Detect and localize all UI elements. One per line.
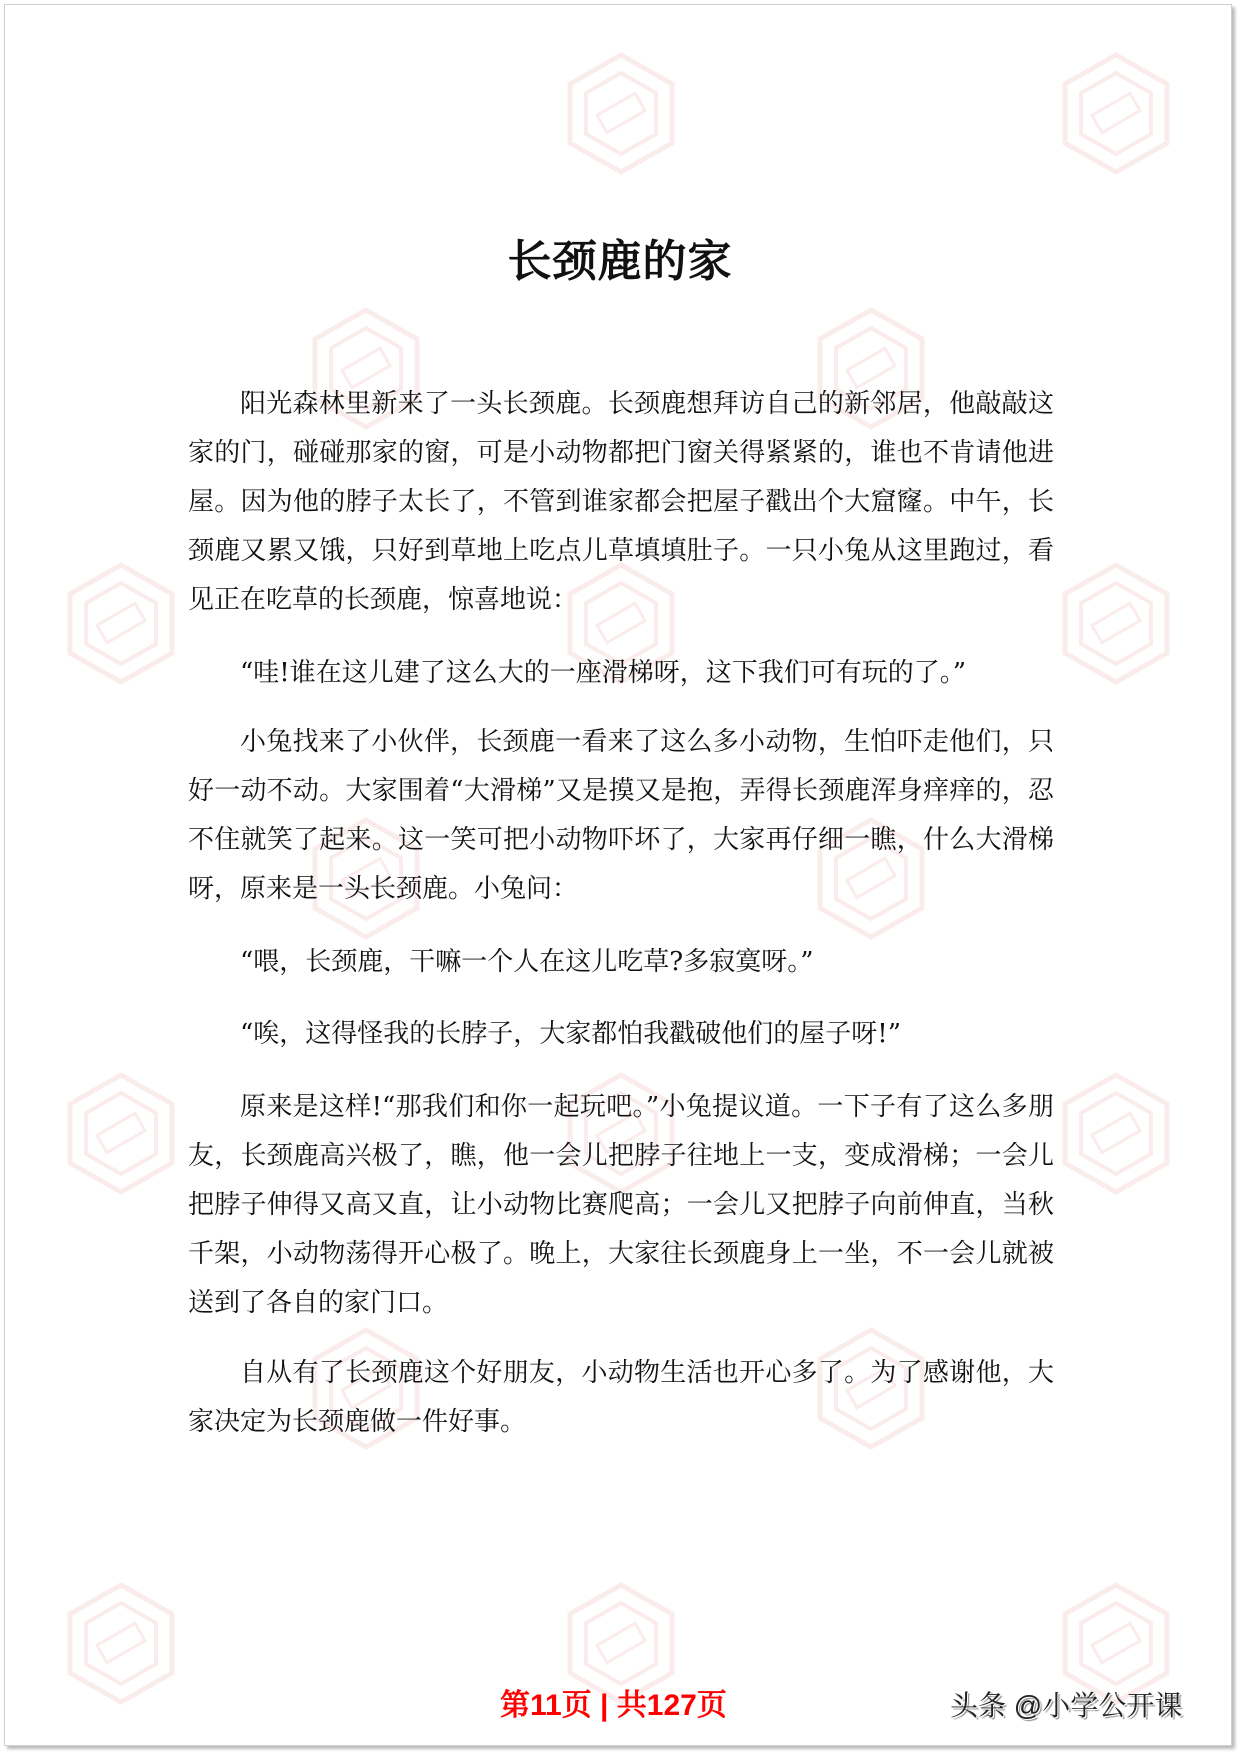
paragraph-5: “唉，这得怪我的长脖子，大家都怕我戳破他们的屋子呀!” [240, 1019, 902, 1049]
hexagon-watermark-icon [66, 561, 176, 686]
paragraph-3: 小兔找来了小伙伴，长颈鹿一看来了这么多小动物，生怕吓走他们，只好一动不动。大家围着“大滑梯”又是摸又是抱，弄得长颈鹿浑身痒痒的，忍不住就笑了起来。这一笑可把小动物吓坏了，大家再仔细一瞧，什么大滑梯呀，原来是一头长颈鹿。小兔问： [188, 727, 1054, 904]
hexagon-watermark-icon [66, 1581, 176, 1706]
paragraph-7: 自从有了长颈鹿这个好朋友，小动物生活也开心多了。为了感谢他，大家决定为长颈鹿做一件好事。 [188, 1358, 1054, 1437]
page-indicator: 第11页 | 共127页 [500, 1689, 727, 1722]
hexagon-watermark-icon [66, 1071, 176, 1196]
paragraph-1: 阳光森林里新来了一头长颈鹿。长颈鹿想拜访自己的新邻居，他敲敲这家的门，碰碰那家的窗，可是小动物都把门窗关得紧紧的，谁也不肯请他进屋。因为他的脖子太长了，不管到谁家都会把屋子戳出个大窟窿。中午，长颈鹿又累又饿，只好到草地上吃点儿草填填肚子。一只小兔从这里跑过，看见正在吃草的长颈鹿，惊喜地说： [188, 389, 1054, 615]
hexagon-watermark-icon [1061, 51, 1171, 176]
hexagon-watermark-icon [1061, 1071, 1171, 1196]
hexagon-watermark-icon [1061, 561, 1171, 686]
source-watermark: 头条 @小学公开课 [950, 1690, 1183, 1721]
paragraph-2: “哇!谁在这儿建了这么大的一座滑梯呀，这下我们可有玩的了。” [240, 658, 967, 688]
document-title: 长颈鹿的家 [507, 236, 733, 287]
paragraph-6: 原来是这样!“那我们和你一起玩吧。”小兔提议道。一下子有了这么多朋友，长颈鹿高兴极了，瞧，他一会儿把脖子往地上一支，变成滑梯；一会儿把脖子伸得又高又直，让小动物比赛爬高；一会儿又把脖子向前伸直，当秋千架，小动物荡得开心极了。晚上，大家往长颈鹿身上一坐，不一会儿就被送到了各自的家门口。 [188, 1092, 1054, 1318]
hexagon-watermark-icon [566, 51, 676, 176]
paragraph-4: “喂，长颈鹿，干嘛一个人在这儿吃草?多寂寞呀。” [240, 947, 814, 977]
